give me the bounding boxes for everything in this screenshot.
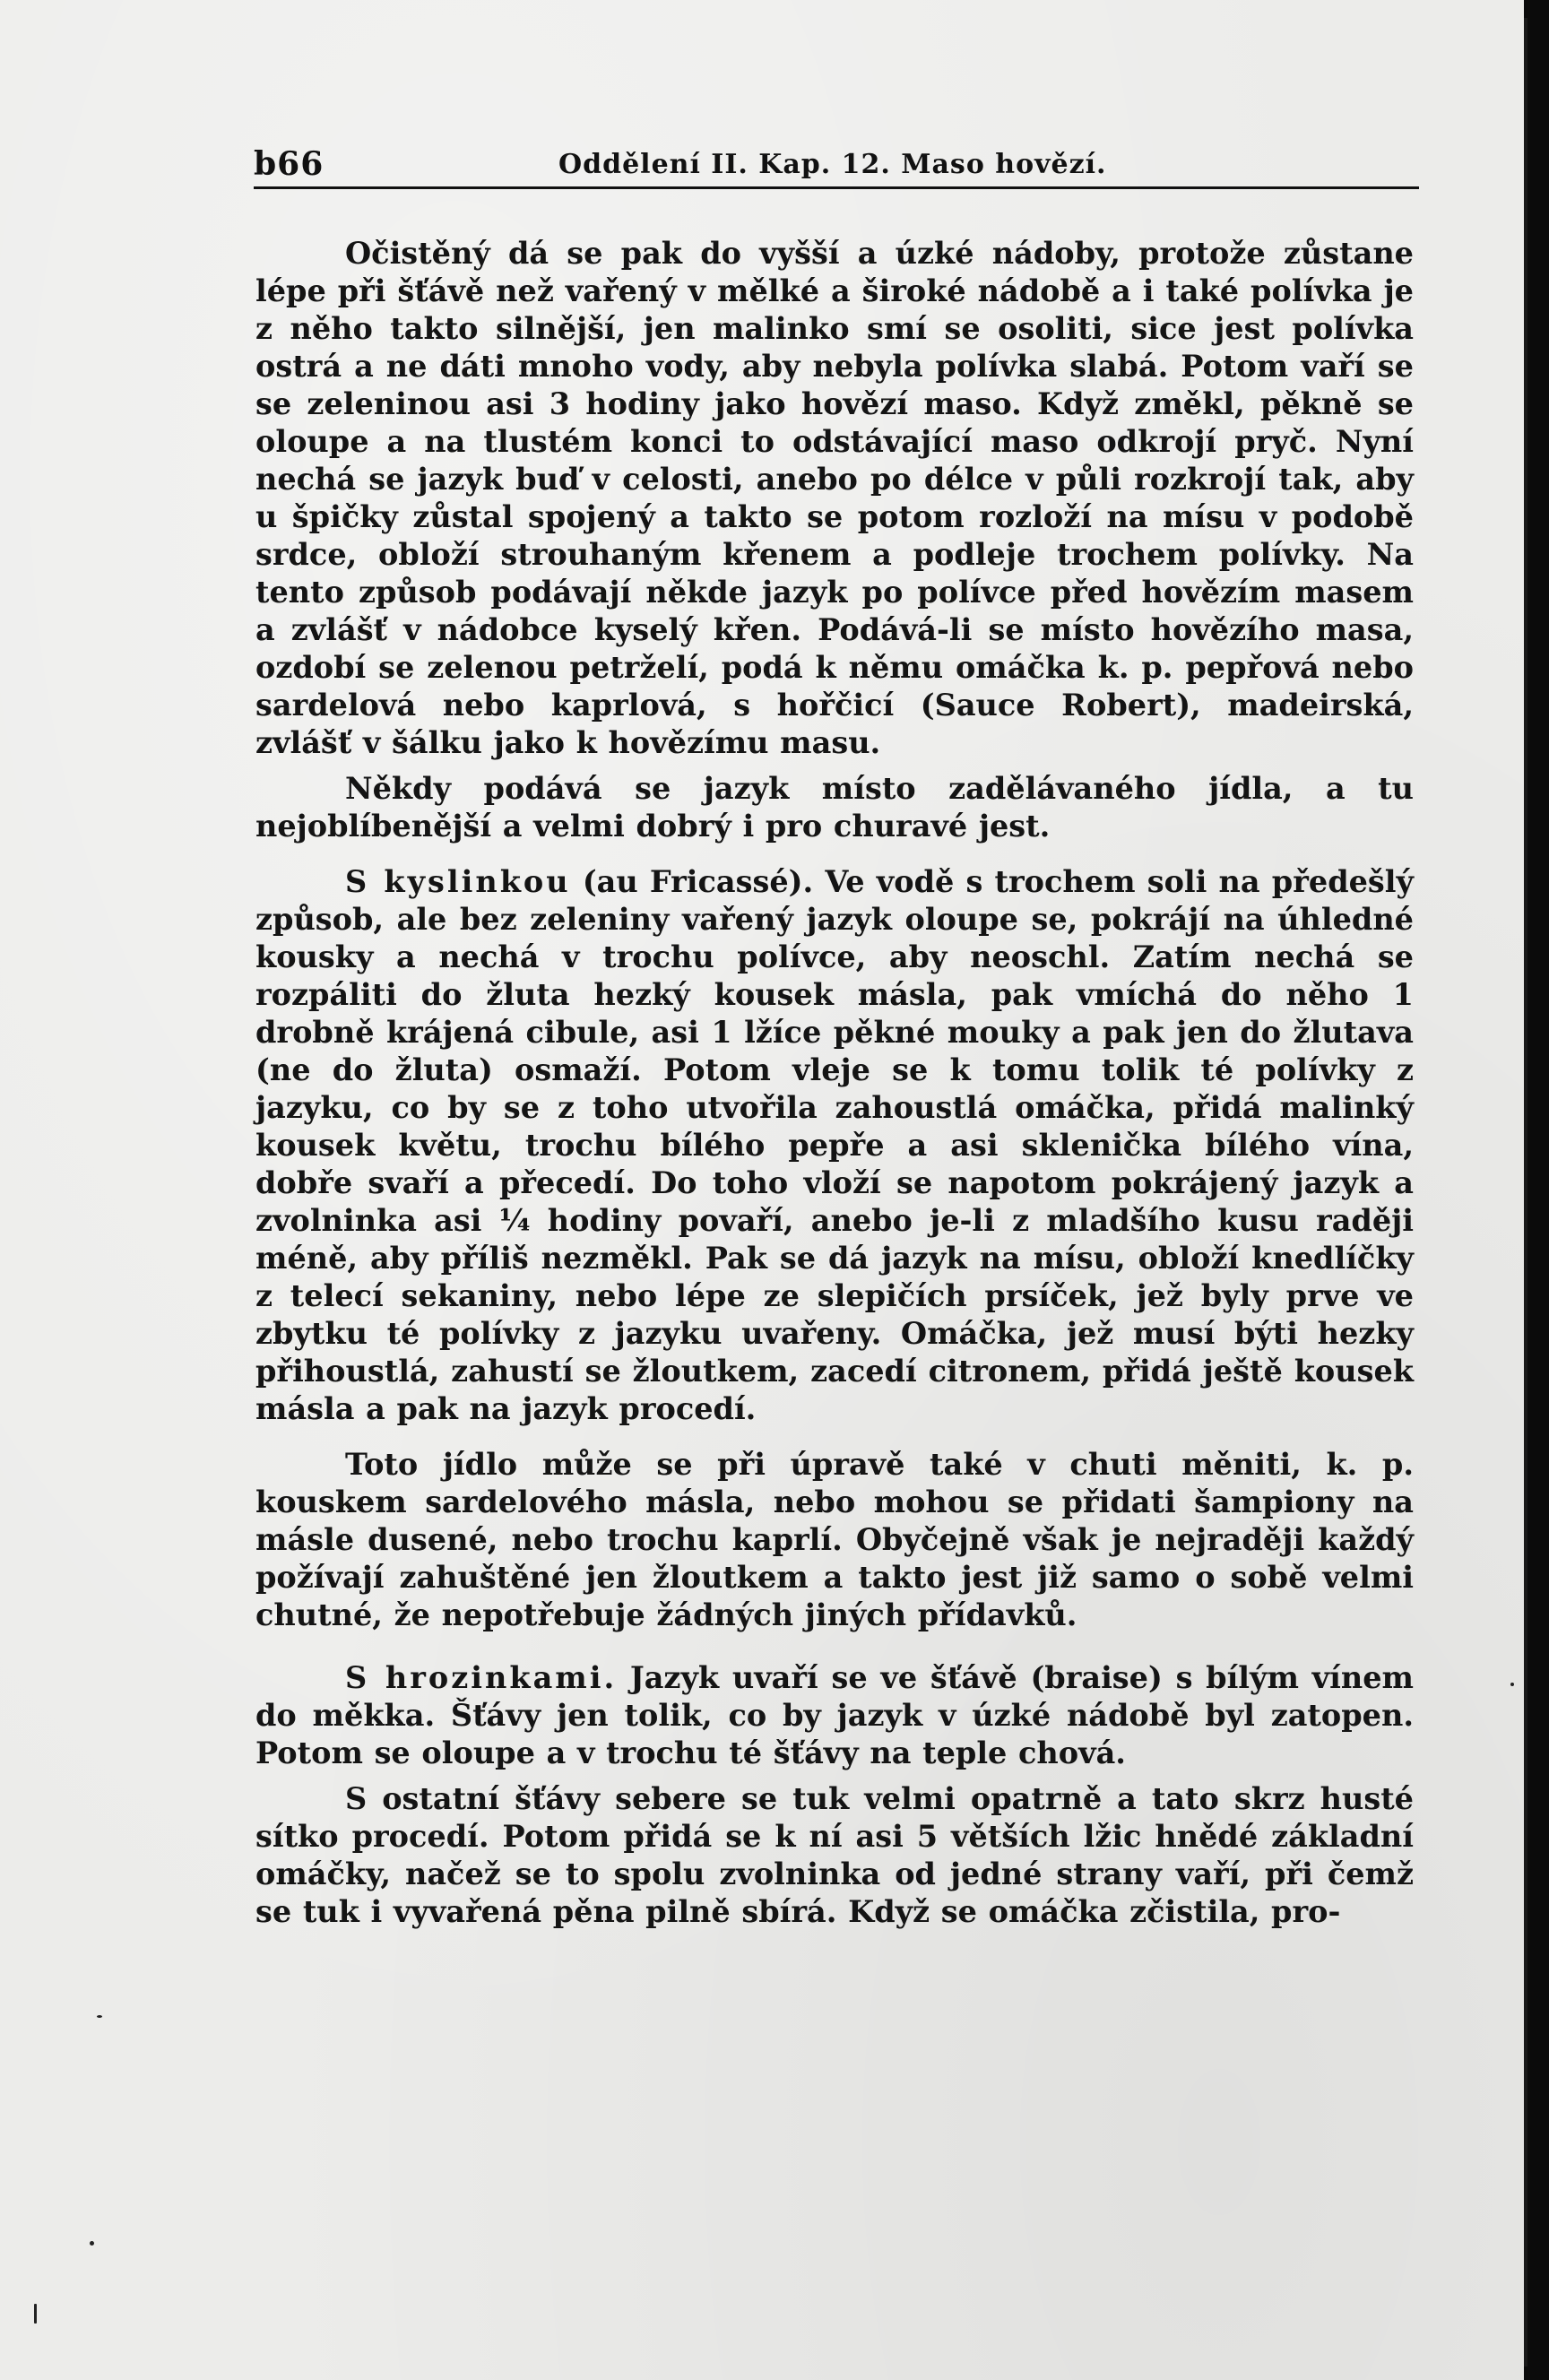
paragraph-tongue-prep — [255, 235, 1414, 762]
scan-speck — [90, 2241, 94, 2246]
paragraph-variation — [255, 1446, 1414, 1634]
paragraph-text: Někdy podává se jazyk místo zadělávaného jídla, a tu nejoblíbenější a velmi dobrý i pro churavé jest. — [255, 771, 1414, 844]
paragraph-text: (au Fricassé). Ve vodě s trochem soli na předešlý způsob, ale bez zeleniny vařený jazyk oloupe se, pokrájí na úhledné kousky a nechá v trochu polívce, aby neoschl. Zatím nechá se rozpáliti do žluta hezký kousek másla, pak vmíchá do něho 1 drobně krájená cibule, asi 1 lžíce pěkné mouky a pak jen do žlutava (ne do žluta) osmaží. Potom vleje se k tomu tolik té polívky z jazyku, co by se z toho utvořila zahoustlá omáčka, přidá malinký kousek květu, trochu bílého pepře a asi sklenička bílého vína, dobře svaří a přecedí. Do toho vloží se napotom pokrájený jazyk a zvolninka asi ¼ hodiny povaří, anebo je-li z mladšího kusu raději méně, aby příliš nezměkl. Pak se dá jazyk na mísu, obloží knedlíčky z telecí sekaniny, nebo lépe ze slepičích prsíček, jež byly prve ve zbytku té polívky z jazyku uvařeny. Omáčka, jež musí býti hezky přihoustlá, zahustí se žloutkem, zacedí citronem, přidá ještě kousek másla a pak na jazyk procedí. — [255, 864, 1414, 1426]
page-header — [254, 142, 1419, 188]
paragraph-serving-note — [255, 770, 1414, 845]
paragraph-text: Očistěný dá se pak do vyšší a úzké nádoby, protože zůstane lépe při šťávě než vařený v mělké a široké nádobě a i také polívka je z něho takto silnější, jen malinko smí se osoliti, sice jest polívka ostrá a ne dáti mnoho vody, aby nebyla polívka slabá. Potom vaří se se zeleninou asi 3 hodiny jako hovězí maso. Když změkl, pěkně se oloupe a na tlustém konci to odstávající maso odkrojí pryč. Nyní nechá se jazyk buď v celosti, anebo po délce v půli rozkrojí tak, aby u špičky zůstal spojený a takto se potom rozloží na mísu v podobě srdce, obloží strouhaným křenem a podleje trochem polívky. Na tento způsob podávají někde jazyk po polívce před hovězím masem a zvlášť v nádobce kyselý křen. Podává-li se místo hovězího masa, ozdobí se zelenou petrželí, podá k němu omáčka k. p. pepřová nebo sardelová nebo kaprlová, s hořčicí (Sauce Robert), madeirská, zvlášť v šálku jako k hovězímu masu. — [255, 236, 1414, 760]
recipe-lead: S kyslinkou — [345, 864, 571, 899]
scan-speck — [97, 2015, 102, 2018]
paragraph-text: Jazyk uvaří se ve šťávě (braise) s bílým vínem do měkka. Šťávy jen tolik, co by jazyk v úzké nádobě byl zatopen. Potom se oloupe a v trochu té šťávy na teple chová. — [255, 1660, 1414, 1770]
paragraph-raisins — [255, 1659, 1414, 1772]
scan-speck — [34, 2304, 37, 2324]
recipe-lead: S hrozinkami. — [345, 1660, 618, 1695]
paragraph-text: Toto jídlo může se při úpravě také v chuti měniti, k. p. kouskem sardelového másla, nebo mohou se přidati šampiony na másle dusené, nebo trochu kaprlí. Obyčejně však je nejraději každý požívají zahuštěné jen žloutkem a takto jest již samo o sobě velmi chutné, že nepotřebuje žádných jiných přídavků. — [255, 1447, 1414, 1632]
paragraph-sauce — [255, 1780, 1414, 1931]
paragraph-fricassee — [255, 863, 1414, 1428]
body-text — [255, 235, 1414, 1931]
header-rule — [254, 186, 1419, 189]
scan-speck — [1510, 1683, 1514, 1686]
scan-border — [1524, 0, 1549, 2380]
page-number: b66 — [254, 145, 325, 183]
running-head: Oddělení II. Kap. 12. Maso hovězí. — [558, 149, 1107, 180]
scan-border-line — [1524, 18, 1527, 2367]
paragraph-text: S ostatní šťávy sebere se tuk velmi opatrně a tato skrz husté sítko procedí. Potom přidá se k ní asi 5 větších lžic hnědé základní omáčky, načež se to spolu zvolninka od jedné strany vaří, při čemž se tuk i vyvařená pěna pilně sbírá. Když se omáčka zčistila, pro- — [255, 1781, 1414, 1929]
